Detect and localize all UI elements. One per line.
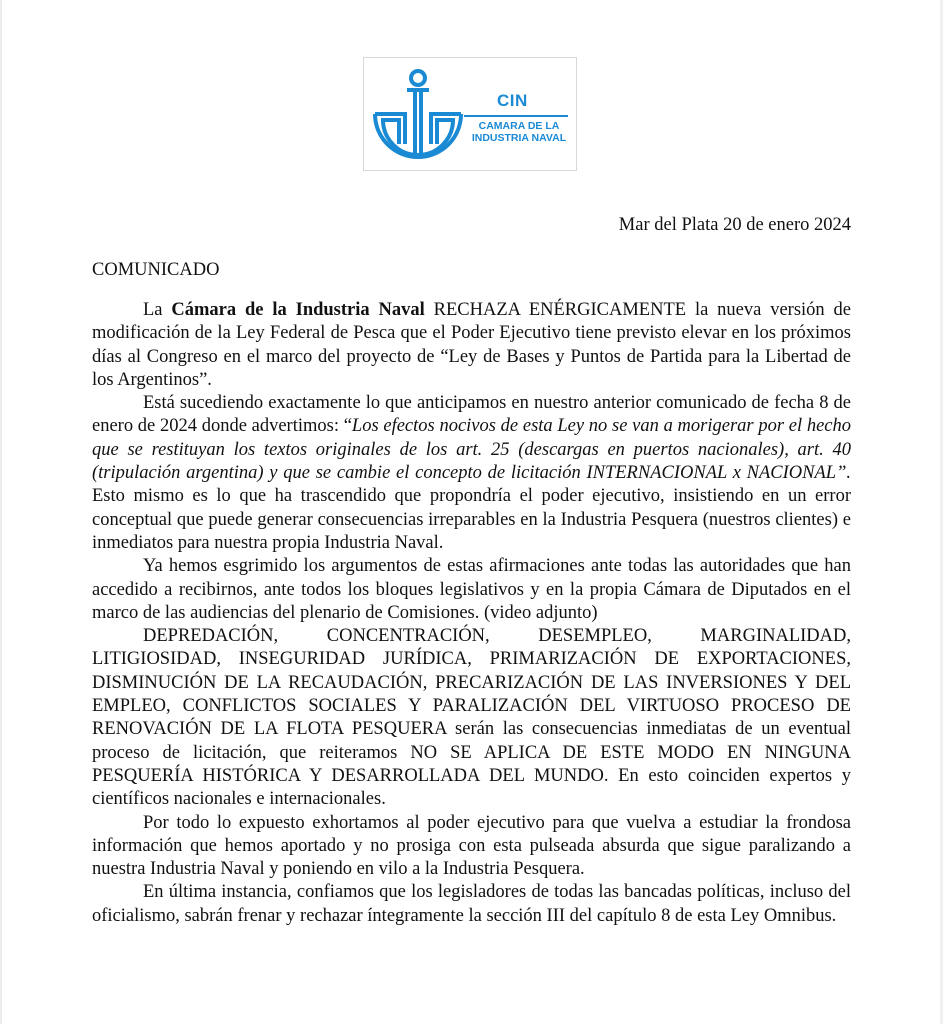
document-body	[92, 299, 851, 928]
paragraph-1	[92, 299, 851, 392]
place-date: Mar del Plata 20 de enero 2024	[618, 215, 851, 235]
paragraph-1-lead: La	[143, 300, 172, 320]
anchor-icon	[371, 66, 465, 164]
paragraph-2-lead: Está sucediendo exactamente lo que anticipamos en nuestro anterior comunicado de fecha 8 de enero de 2024 donde advertimos: “	[92, 393, 851, 437]
cin-logo	[363, 57, 577, 171]
paragraph-4: DEPREDACIÓN, CONCENTRACIÓN, DESEMPLEO, MARGINALIDAD, LITIGIOSIDAD, INSEGURIDAD JURÍDICA, PRIMARIZACIÓN DE EXPORTACIONES, DISMINUCIÓN DE LA RECAUDACIÓN, PRECARIZACIÓN DE LAS INVERSIONES Y DEL EMPLEO, CONFLICTOS SOCIALES Y PARALIZACIÓN DEL VIRTUOSO PROCESO DE RENOVACIÓN DE LA FLOTA PESQUERA serán las consecuencias inmediatas de un eventual proceso de licitación, que reiteramos NO SE APLICA DE ESTE MODO EN NINGUNA PESQUERÍA HISTÓRICA Y DESARROLLADA DEL MUNDO. En esto coinciden expertos y científicos nacionales e internacionales.	[92, 626, 851, 810]
paragraph-1-text: RECHAZA ENÉRGICAMENTE la nueva versión de modificación de la Ley Federal de Pesca que el Poder Ejecutivo tiene previsto elevar en los próximos días al Congreso en el marco del proyecto de “Ley de Bases y Puntos de Partida para la Libertad de los Argentinos”.	[92, 300, 851, 390]
paragraph-6: En última instancia, confiamos que los legisladores de todas las bancadas políticas, incluso del oficialismo, sabrán frenar y rechazar íntegramente la sección III del capítulo 8 de esta Ley Omnibus.	[92, 882, 851, 926]
organization-name: Cámara de la Industria Naval	[171, 300, 425, 320]
quoted-statement: Los efectos nocivos de esta Ley no se van a morigerar por el hecho que se restituyan los textos originales de los art. 25 (descargas en puertos nacionales), art. 40 (tripulación argentina) y que se cambie el concepto de licitación INTERNACIONAL x NACIONAL”.	[92, 416, 851, 484]
logo-name-line2: INDUSTRIA NAVAL	[471, 132, 567, 144]
paragraph-3: Ya hemos esgrimido los argumentos de estas afirmaciones ante todas las autoridades que han accedido a recibirnos, ante todos los bloques legislativos y en la propia Cámara de Diputados en el marco de las audiencias del plenario de Comisiones. (video adjunto)	[92, 556, 851, 623]
paragraph-5: Por todo lo expuesto exhortamos al poder ejecutivo para que vuelva a estudiar la frondosa información que hemos aportado y no prosiga con esta pulseada absurda que sigue paralizando a nuestra Industria Naval y poniendo en vilo a la Industria Pesquera.	[92, 812, 851, 880]
paragraph-2	[92, 392, 851, 555]
document-heading: COMUNICADO	[92, 260, 220, 280]
page-edge-left	[0, 0, 2, 1024]
logo-divider	[464, 115, 568, 117]
paragraph-2-text: Esto mismo es lo que ha trascendido que propondría el poder ejecutivo, insistiendo en un error conceptual que puede generar consecuencias irreparables en la Industria Pesquera (nuestros clientes) e inmediatos para nuestra propia Industria Naval.	[92, 486, 851, 553]
logo-name-line1: CAMARA DE LA	[478, 120, 560, 132]
logo-acronym: CIN	[497, 91, 528, 110]
logo-name	[464, 120, 574, 144]
